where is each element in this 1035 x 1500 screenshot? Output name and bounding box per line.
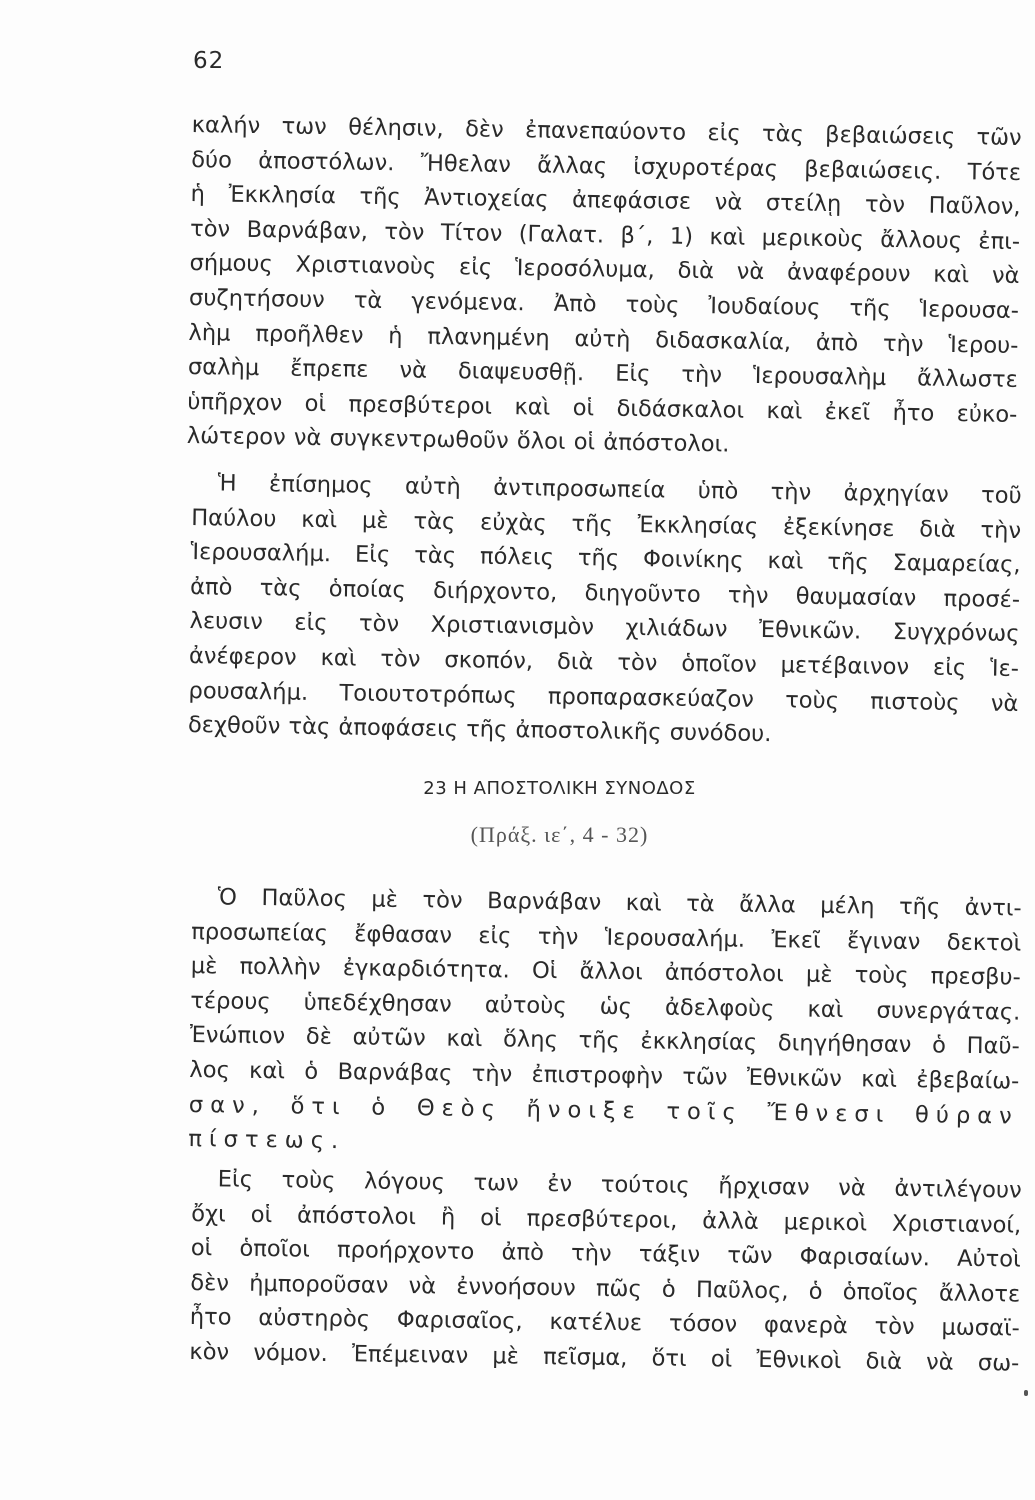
- text-line: συζητήσουν τὰ γενόμενα. Ἀπὸ τοὺς Ἰουδαίους τῆς Ἱερουσα-: [188, 284, 1020, 324]
- text-line: μὲ πολλὴν ἐγκαρδιότητα. Οἱ ἄλλοι ἀπόστολοι μὲ τοὺς πρεσβυ-: [190, 953, 1021, 991]
- text-line: καλήν των θέλησιν, δὲν ἐπανεπαύοντο εἰς τὰς βεβαιώσεις τῶν: [191, 111, 1022, 152]
- text-line: ὑπῆρχον οἱ πρεσβύτεροι καὶ οἱ διδάσκαλοι καὶ ἐκεῖ ἦτο εὐκο-: [187, 388, 1018, 428]
- text-line: σαν, ὅτι ὁ Θεὸς ἤνοιξε τοῖς Ἔθνεσι θύραν: [188, 1091, 1019, 1130]
- text-line: ἀπὸ τὰς ὁποίας διήρχοντο, διηγοῦντο τὴν θαυμασίαν προσέ-: [189, 573, 1021, 613]
- text-line: ὄχι οἱ ἀπόστολοι ἢ οἱ πρεσβύτεροι, ἀλλὰ μερικοὶ Χριστιανοί,: [191, 1200, 1022, 1239]
- page-number: 62: [193, 48, 225, 74]
- text-line: δεχθοῦν τὰς ἀποφάσεις τῆς ἀποστολικῆς συνόδου.: [187, 712, 772, 748]
- text-line: λος καὶ ὁ Βαρνάβας τὴν ἐπιστροφὴν τῶν Ἐθνικῶν καὶ ἐβεβαίω-: [189, 1056, 1020, 1095]
- paragraph-objection: [189, 1162, 1022, 1381]
- text-line: λώτερον νὰ συγκεντρωθοῦν ὅλοι οἱ ἀπόστολοι.: [186, 423, 730, 458]
- paragraph-continuation: [187, 108, 1022, 467]
- paragraph-delegation: [188, 466, 1022, 756]
- text-line: ρουσαλήμ. Τοιουτοτρόπως προπαρασκεύαζον τοὺς πιστοὺς νὰ: [188, 677, 1019, 717]
- text-line: τέρους ὑπεδέχθησαν αὐτοὺς ὡς ἀδελφοὺς καὶ συνεργάτας.: [190, 987, 1021, 1026]
- section-reference: (Πράξ. ιε΄, 4 - 32): [470, 822, 649, 847]
- text-line: Παύλου καὶ μὲ τὰς εὐχὰς τῆς Ἐκκλησίας ἐξεκίνησε διὰ τὴν: [190, 504, 1022, 544]
- section-title: 23 Η ΑΠΟΣΤΟΛΙΚΗ ΣΥΝΟΔΟΣ: [423, 778, 696, 799]
- text-line: οἱ ὁποῖοι προήρχοντο ἀπὸ τὴν τάξιν τῶν Φαρισαίων. Αὐτοὶ: [190, 1235, 1021, 1273]
- text-line: προσωπείας ἔφθασαν εἰς τὴν Ἱερουσαλήμ. Ἐκεῖ ἔγιναν δεκτοὶ: [191, 918, 1022, 957]
- text-line: δύο ἀποστόλων. Ἤθελαν ἄλλας ἰσχυροτέρας βεβαιώσεις. Τότε: [190, 146, 1022, 186]
- text-line: ἀνέφερον καὶ τὸν σκοπόν, διὰ τὸν ὁποῖον μετέβαινον εἰς Ἱε-: [188, 642, 1020, 682]
- text-line: Ἡ ἐπίσημος αὐτὴ ἀντιπροσωπεία ὑπὸ τὴν ἀρχηγίαν τοῦ: [217, 470, 1022, 510]
- text-line: Ὁ Παῦλος μὲ τὸν Βαρνάβαν καὶ τὰ ἄλλα μέλη τῆς ἀντι-: [217, 884, 1022, 922]
- text-line: σήμους Χριστιανοὺς εἰς Ἱεροσόλυμα, διὰ νὰ ἀναφέρουν καὶ νὰ: [189, 250, 1020, 290]
- text-line: πίστεως.: [188, 1126, 346, 1155]
- text-line: κὸν νόμον. Ἐπέμειναν μὲ πεῖσμα, ὅτι οἱ Ἐθνικοὶ διὰ νὰ σω-: [189, 1338, 1020, 1377]
- text-line: Εἰς τοὺς λόγους των ἐν τούτοις ἤρχισαν νὰ ἀντιλέγουν: [217, 1166, 1022, 1204]
- text-line: Ἐνώπιον δὲ αὐτῶν καὶ ὅλης τῆς ἐκκλησίας διηγήθησαν ὁ Παῦ-: [189, 1022, 1020, 1060]
- text-line: λὴμ προῆλθεν ἡ πλανημένη αὐτὴ διδασκαλία, ἀπὸ τὴν Ἱερου-: [188, 319, 1019, 359]
- text-line: δὲν ἠμποροῦσαν νὰ ἐννοήσουν πῶς ὁ Παῦλος, ὁ ὁποῖος ἄλλοτε: [190, 1269, 1021, 1308]
- scan-speck: [1024, 1390, 1028, 1396]
- text-line: Ἱερουσαλήμ. Εἰς τὰς πόλεις τῆς Φοινίκης καὶ τῆς Σαμαρείας,: [190, 539, 1021, 579]
- text-line: λευσιν εἰς τὸν Χριστιανισμὸν χιλιάδων Ἐθνικῶν. Συγχρόνως: [189, 608, 1020, 648]
- text-line: σαλὴμ ἔπρεπε νὰ διαψευσθῇ. Εἰς τὴν Ἱερουσαλὴμ ἄλλωστε: [187, 354, 1019, 394]
- text-line: τὸν Βαρνάβαν, τὸν Τίτον (Γαλατ. β΄, 1) καὶ μερικοὺς ἄλλους ἐπι-: [189, 215, 1021, 255]
- text-line: ἦτο αὐστηρὸς Φαρισαῖος, κατέλυε τόσον φανερὰ τὸν μωσαϊ-: [189, 1304, 1020, 1342]
- paragraph-arrival: [188, 880, 1022, 1168]
- text-line: ἡ Ἐκκλησία τῆς Ἀντιοχείας ἀπεφάσισε νὰ στείλῃ τὸν Παῦλον,: [190, 181, 1021, 221]
